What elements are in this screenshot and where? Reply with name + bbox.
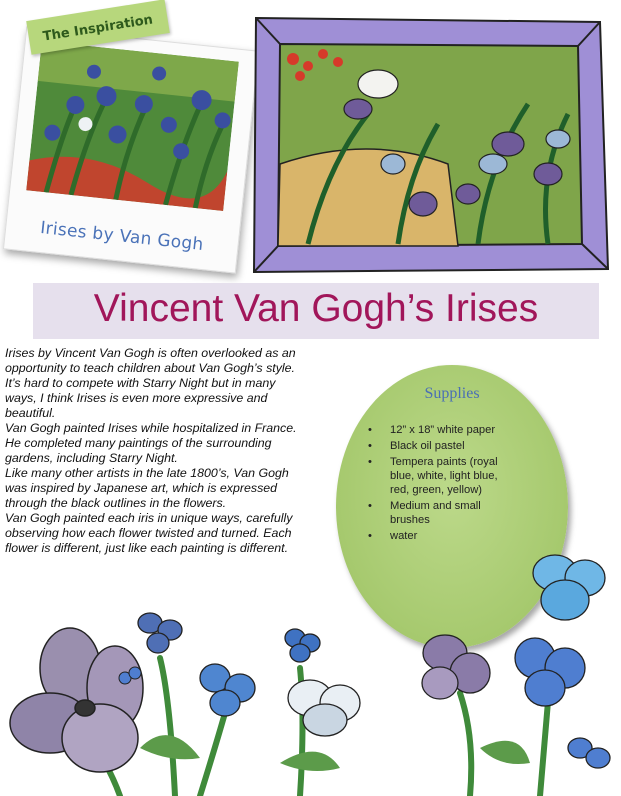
irises-painting-thumbnail — [26, 41, 239, 211]
page-title: Vincent Van Gogh’s Irises — [93, 287, 539, 330]
inspiration-polaroid — [3, 26, 259, 273]
paragraph: Van Gogh painted each iris in unique ways, carefully observing how each flower twisted and turned. Each flower is different, just like each painting is different. — [5, 511, 293, 555]
list-item: • Tempera paints (royal blue, white, light blue, red, green, yellow) — [368, 455, 503, 497]
list-item: • 12” x 18” white paper — [368, 423, 503, 437]
paragraph: Irises by Vincent Van Gogh is often overlooked as an opportunity to teach children about Van Gogh’s style. It’s hard to compete with Starry Night but in many ways, I think Irises is even more expressive and beautiful. — [5, 346, 296, 420]
supplies-list — [368, 423, 503, 545]
body-text — [5, 346, 310, 556]
student-painting-frame — [248, 14, 613, 276]
supplies-title: Supplies — [424, 385, 480, 402]
list-item: • water — [368, 529, 503, 543]
polaroid-caption: Irises by Van Gogh — [39, 218, 205, 256]
painted-flowers-illustration — [0, 548, 621, 796]
list-item: • Black oil pastel — [368, 439, 503, 453]
paragraph: Van Gogh painted Irises while hospitalized in France. He completed many paintings of the surrounding gardens, including Starry Night. — [5, 421, 297, 465]
inspiration-label: The Inspiration — [41, 12, 154, 45]
list-item: • Medium and small brushes — [368, 499, 503, 527]
paragraph: Like many other artists in the late 1800’s, Van Gogh was inspired by Japanese art, which is expressed through the black outlines in the flowers. — [5, 466, 289, 510]
